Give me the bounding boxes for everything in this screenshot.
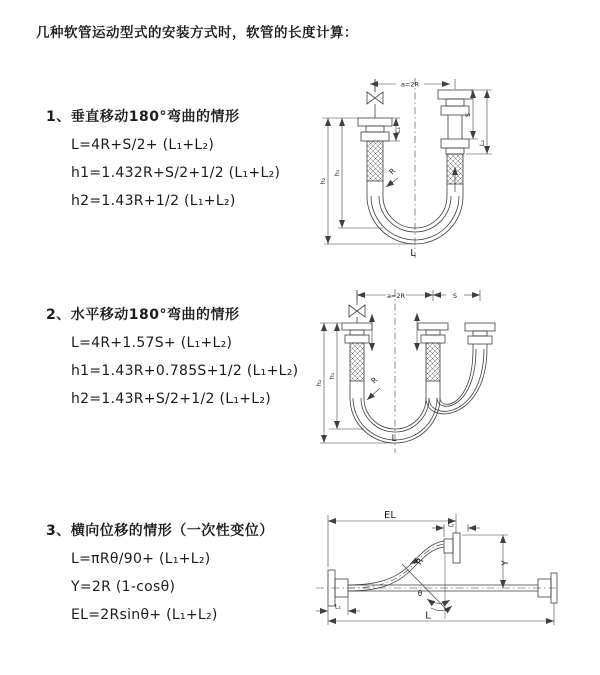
radius-label: R <box>369 375 380 386</box>
section-3-formula-L: L=πRθ/90+ (L₁+L₂) <box>71 551 211 567</box>
dim-label-s: S <box>452 291 458 300</box>
hose-left-leg <box>358 118 392 196</box>
diagram-lateral-displacement <box>298 501 560 656</box>
section-2-formula-h1: h1=1.43R+0.785S+1/2 (L₁+L₂) <box>71 363 299 379</box>
dim-label-l2: L₂ <box>447 520 455 529</box>
radius-label: R <box>387 166 398 177</box>
displaced-hose-curve <box>348 541 444 591</box>
dimension-l <box>328 603 554 625</box>
section-3-formula-EL: EL=2Rsinθ+ (L₁+L₂) <box>71 607 218 623</box>
valve-icon <box>367 79 383 118</box>
hose-left-leg <box>342 323 372 398</box>
section-2-formula-h2: h2=1.43R+S/2+1/2 (L₁+L₂) <box>71 391 272 407</box>
hose-right-leg <box>465 323 495 349</box>
dimension-fitting-marks <box>372 313 417 351</box>
radius-label: R <box>414 556 427 568</box>
dim-label-span: a=2R <box>400 80 420 89</box>
diagram-vertical-180-bend <box>308 66 533 261</box>
section-1-formula-h1: h1=1.432R+S/2+1/2 (L₁+L₂) <box>71 165 281 181</box>
dim-label-h2: h₂ <box>319 177 327 185</box>
dimension-top <box>357 290 480 301</box>
hose-center-leg <box>418 323 448 398</box>
section-1-formula-h2: h2=1.43R+1/2 (L₁+L₂) <box>71 193 236 209</box>
dim-label-span: a=2R <box>386 291 406 300</box>
dimension-el <box>328 514 456 567</box>
dim-label-h1: h₁ <box>333 169 341 177</box>
page-title: 几种软管运动型式的安装方式时，软管的长度计算： <box>36 25 358 41</box>
hose-right-leg <box>438 90 472 196</box>
section-2 <box>46 308 316 407</box>
section-1-formula-L: L=4R+S/2+ (L₁+L₂) <box>71 137 215 153</box>
section-3-heading: 3、横向位移的情形（一次性变位） <box>46 523 274 539</box>
right-top-flange <box>444 533 460 563</box>
section-3-formula-Y: Y=2R (1-cosθ) <box>71 579 176 595</box>
dimension-heights <box>320 323 395 443</box>
section-1-heading: 1、垂直移动180°弯曲的情形 <box>46 109 240 125</box>
section-2-heading: 2、水平移动180°弯曲的情形 <box>46 307 240 323</box>
section-2-formula-L: L=4R+1.57S+ (L₁+L₂) <box>71 335 233 351</box>
angle-construction <box>402 553 452 619</box>
length-label: L <box>410 248 416 259</box>
length-label: L <box>425 610 431 622</box>
radius-leader-arrow <box>386 178 398 187</box>
dim-label-s: S <box>464 112 472 118</box>
dim-label-h2: h₂ <box>315 379 323 387</box>
section-1 <box>46 110 316 209</box>
angle-label: θ <box>417 589 423 598</box>
dim-label-h1: h₁ <box>328 372 336 380</box>
diagram-horizontal-180-bend <box>310 281 545 459</box>
dim-label-y: Y <box>501 560 511 566</box>
length-label: L <box>391 434 397 444</box>
dim-label-el: EL <box>384 510 396 521</box>
section-3 <box>46 524 316 623</box>
radius-leader-arrow <box>367 388 380 400</box>
dim-label-l2: L₂ <box>478 139 486 147</box>
dim-label-l1: L₁ <box>394 126 402 134</box>
dim-label-l1: L₁ <box>334 602 342 611</box>
